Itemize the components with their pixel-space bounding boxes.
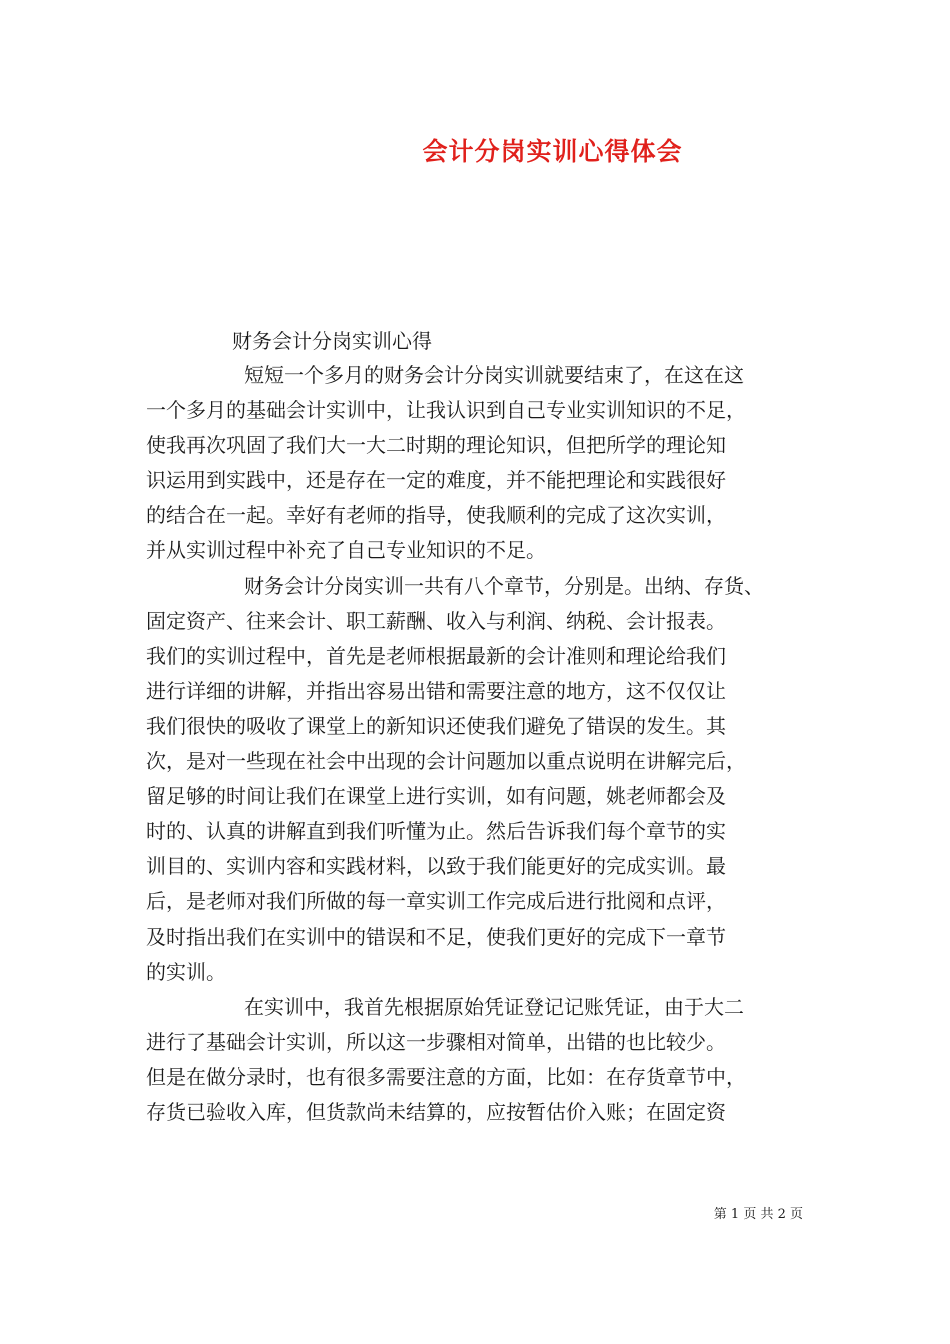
text-line: 使我再次巩固了我们大一大二时期的理论知识，但把所学的理论知 — [146, 433, 726, 458]
text-line: 我们很快的吸收了课堂上的新知识还使我们避免了错误的发生。其 — [146, 713, 726, 738]
text-line: 财务会计分岗实训一共有八个章节，分别是。出纳、存货、 — [244, 573, 764, 598]
text-line: 我们的实训过程中，首先是老师根据最新的会计准则和理论给我们 — [146, 643, 726, 668]
text-line: 识运用到实践中，还是存在一定的难度，并不能把理论和实践很好 — [146, 468, 726, 493]
text-line: 留足够的时间让我们在课堂上进行实训，如有问题，姚老师都会及 — [146, 784, 726, 809]
text-line: 及时指出我们在实训中的错误和不足，使我们更好的完成下一章节 — [146, 924, 726, 949]
text-line: 后，是老师对我们所做的每一章实训工作完成后进行批阅和点评， — [146, 889, 726, 914]
text-line: 时的、认真的讲解直到我们听懂为止。然后告诉我们每个章节的实 — [146, 819, 726, 844]
paragraph-3 — [146, 990, 826, 1130]
paragraph-1 — [146, 358, 826, 569]
paragraph-2 — [146, 569, 826, 990]
text-line: 的实训。 — [146, 959, 226, 984]
text-line: 存货已验收入库，但货款尚未结算的，应按暂估价入账；在固定资 — [146, 1099, 726, 1124]
text-line: 但是在做分录时，也有很多需要注意的方面，比如：在存货章节中， — [146, 1064, 746, 1089]
text-line: 进行详细的讲解，并指出容易出错和需要注意的地方，这不仅仅让 — [146, 678, 726, 703]
text-line: 固定资产、往来会计、职工薪酬、收入与利润、纳税、会计报表。 — [146, 608, 726, 633]
document-body — [146, 358, 826, 1130]
text-line: 进行了基础会计实训，所以这一步骤相对简单，出错的也比较少。 — [146, 1029, 726, 1054]
text-line: 并从实训过程中补充了自己专业知识的不足。 — [146, 538, 546, 563]
text-line: 次，是对一些现在社会中出现的会计问题加以重点说明在讲解完后， — [146, 749, 746, 774]
text-line: 短短一个多月的财务会计分岗实训就要结束了，在这在这 — [244, 363, 744, 387]
text-line: 训目的、实训内容和实践材料，以致于我们能更好的完成实训。最 — [146, 854, 726, 879]
document-subtitle: 财务会计分岗实训心得 — [232, 329, 432, 353]
text-line: 一个多月的基础会计实训中，让我认识到自己专业实训知识的不足， — [146, 398, 746, 423]
text-line: 在实训中，我首先根据原始凭证登记记账凭证，由于大二 — [244, 994, 744, 1019]
document-title: 会计分岗实训心得体会 — [422, 137, 683, 166]
text-line: 的结合在一起。幸好有老师的指导，使我顺利的完成了这次实训， — [146, 503, 726, 528]
page-number-footer: 第 1 页 共 2 页 — [713, 1207, 803, 1222]
